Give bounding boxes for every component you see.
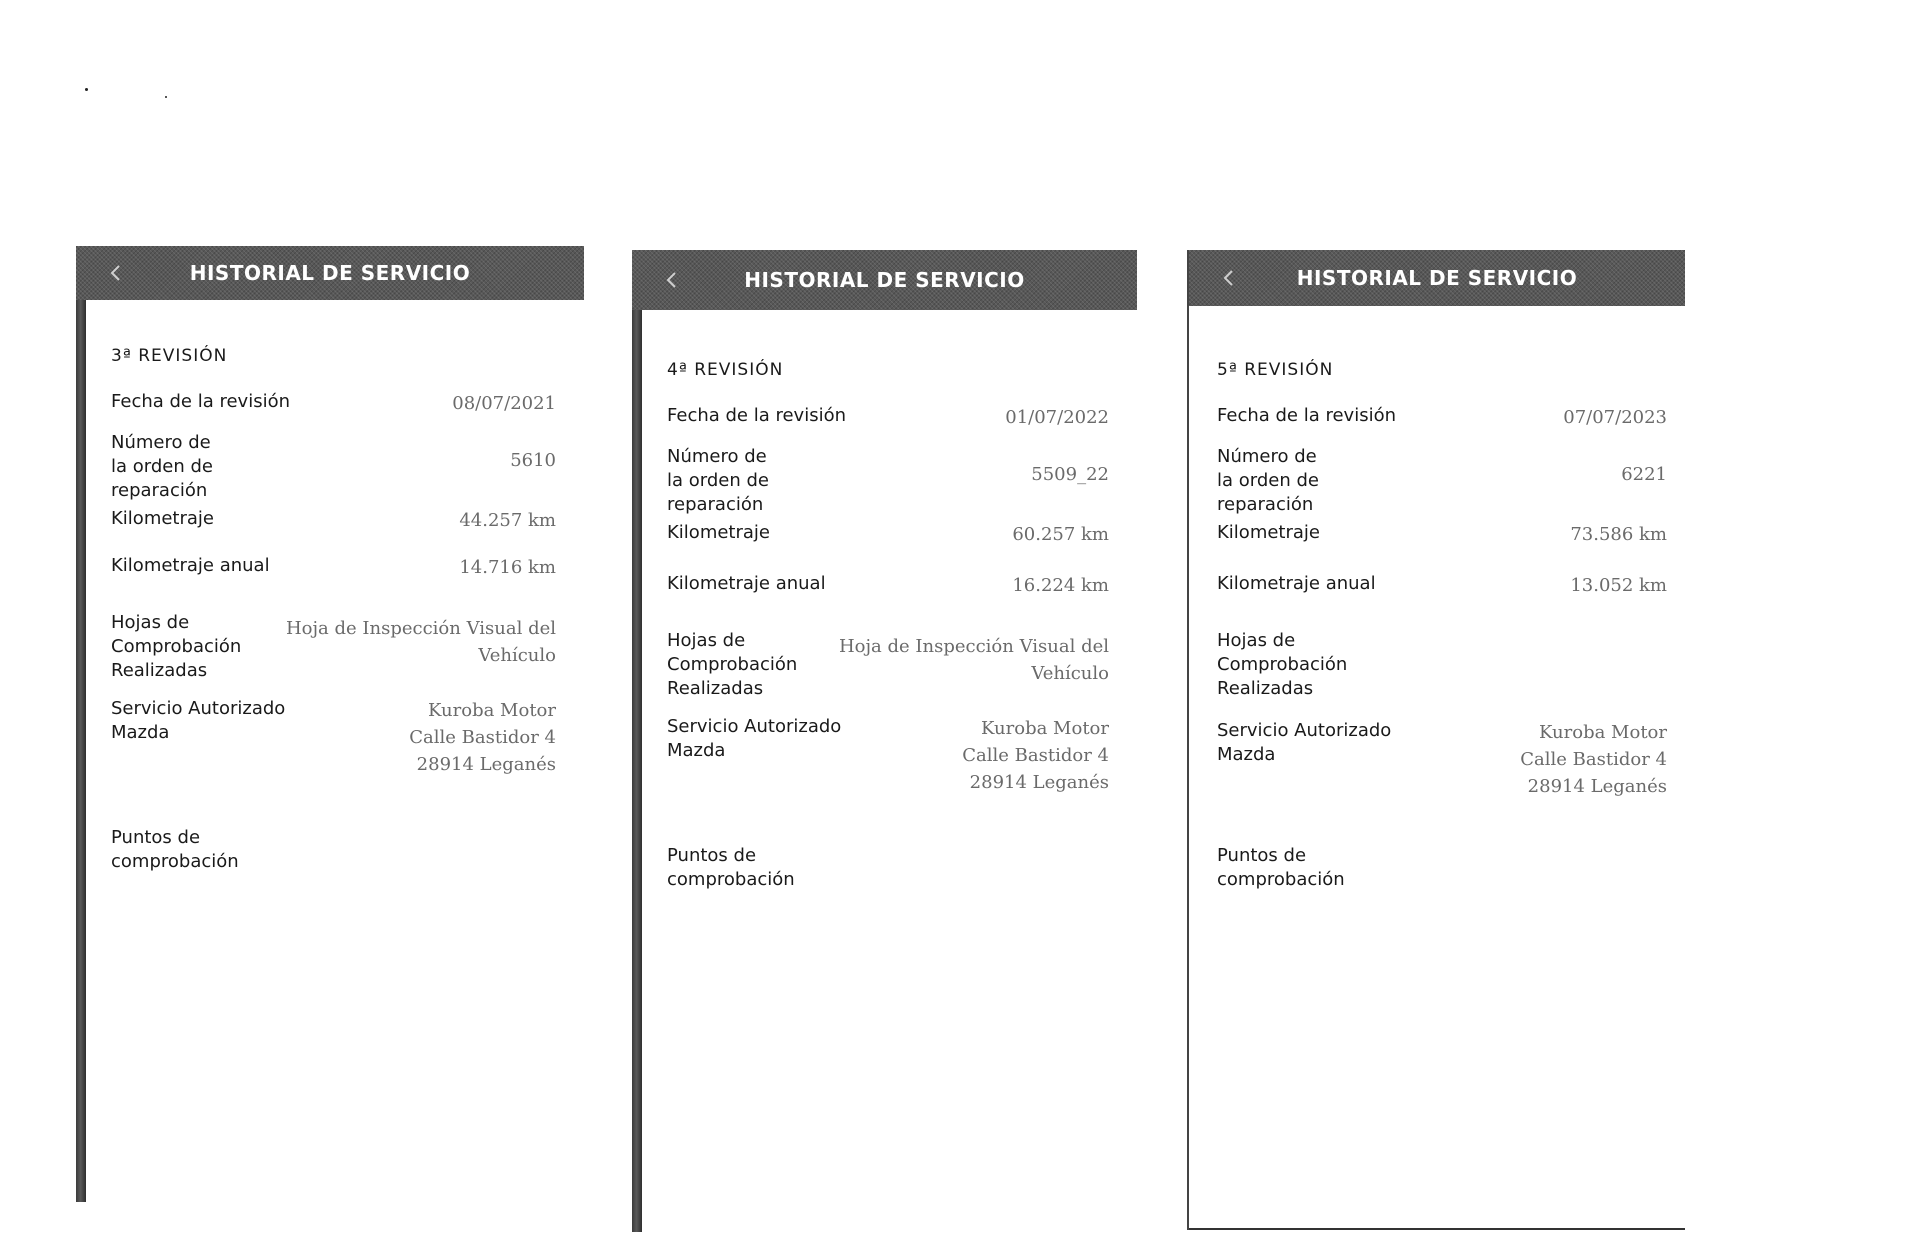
detail-value-line: Kuroba Motor (427, 700, 556, 721)
detail-label-line: comprobación (1217, 869, 1345, 890)
detail-label-line: Puntos de (1217, 845, 1307, 866)
detail-value-line: Hoja de Inspección Visual del (838, 636, 1109, 657)
detail-label (111, 507, 214, 531)
detail-row (111, 431, 556, 503)
detail-label (667, 445, 769, 517)
detail-label-line: Comprobación (667, 654, 798, 675)
card-left-border (632, 250, 642, 1232)
detail-label-line: Comprobación (1217, 654, 1348, 675)
detail-label (111, 697, 285, 745)
detail-row (1217, 629, 1667, 701)
service-history-card (1187, 250, 1685, 1230)
detail-label (111, 826, 239, 874)
detail-label-line: Hojas de (667, 630, 746, 651)
detail-label (667, 715, 841, 763)
detail-row (1217, 445, 1667, 517)
detail-row (667, 521, 1109, 548)
header-title: HISTORIAL DE SERVICIO (744, 268, 1025, 292)
detail-value-line: Kuroba Motor (980, 718, 1109, 739)
detail-row (667, 445, 1109, 517)
revision-title: 4ª REVISIÓN (667, 360, 784, 380)
detail-row (1217, 521, 1667, 548)
header-title: HISTORIAL DE SERVICIO (1296, 266, 1578, 290)
detail-value-line: 5509_22 (1031, 464, 1109, 485)
detail-value (409, 697, 556, 778)
detail-value-line: 28914 Leganés (416, 754, 556, 775)
card-body (667, 360, 1109, 892)
detail-row (111, 507, 556, 534)
detail-value-line: 44.257 km (459, 510, 556, 531)
detail-value-line: Calle Bastidor 4 (1520, 749, 1667, 770)
detail-value-line: 5610 (510, 450, 556, 471)
service-history-card (76, 246, 584, 1202)
detail-label (667, 629, 797, 701)
detail-value (1012, 572, 1109, 599)
detail-label-line: Mazda (111, 722, 170, 743)
card-body (1217, 360, 1667, 892)
card-header (76, 246, 584, 300)
detail-row (1217, 572, 1667, 599)
detail-label-line: Realizadas (667, 678, 764, 699)
detail-row (667, 572, 1109, 599)
detail-value-line: 73.586 km (1570, 524, 1667, 545)
detail-value (459, 554, 556, 581)
detail-label (111, 554, 270, 578)
detail-label (111, 431, 213, 503)
detail-label-line: la orden de (667, 470, 769, 491)
card-body (111, 346, 556, 874)
detail-label (667, 572, 826, 596)
detail-value (459, 507, 556, 534)
detail-label-line: Kilometraje anual (111, 555, 270, 576)
detail-label-line: Fecha de la revisión (1217, 405, 1397, 426)
detail-value-line: 6221 (1621, 464, 1667, 485)
detail-label-line: Número de (111, 432, 211, 453)
detail-row (111, 611, 556, 683)
detail-label (1217, 629, 1347, 701)
detail-row (1217, 719, 1667, 800)
detail-label (1217, 844, 1345, 892)
detail-value-line: 08/07/2021 (452, 393, 556, 414)
detail-label-line: Mazda (667, 740, 726, 761)
detail-rows (667, 404, 1109, 892)
detail-label-line: Número de (1217, 446, 1317, 467)
detail-value-line: 01/07/2022 (1005, 407, 1109, 428)
detail-value (510, 431, 556, 474)
detail-label-line: la orden de (1217, 470, 1319, 491)
detail-value (452, 390, 556, 417)
detail-value-line: 28914 Leganés (1527, 776, 1667, 797)
detail-row (111, 826, 556, 874)
detail-label-line: la orden de (111, 456, 213, 477)
detail-value-line: Vehículo (478, 645, 556, 666)
chevron-left-icon[interactable] (106, 263, 126, 283)
detail-label (1217, 719, 1391, 767)
detail-row (667, 715, 1109, 796)
detail-label (1217, 572, 1376, 596)
detail-rows (111, 390, 556, 874)
detail-value-line: 28914 Leganés (969, 772, 1109, 793)
scan-speck (85, 88, 88, 91)
detail-value-line: 14.716 km (459, 557, 556, 578)
detail-value-line: 07/07/2023 (1563, 407, 1667, 428)
detail-label-line: Realizadas (1217, 678, 1314, 699)
card-bottom-border (1189, 1228, 1685, 1230)
detail-row (1217, 844, 1667, 892)
detail-label-line: Servicio Autorizado (111, 698, 286, 719)
card-header (1189, 250, 1685, 306)
detail-label (1217, 404, 1396, 428)
detail-label-line: Kilometraje anual (667, 573, 826, 594)
detail-label-line: Servicio Autorizado (667, 716, 842, 737)
detail-row (111, 390, 556, 417)
detail-value-line: Hoja de Inspección Visual del (285, 618, 556, 639)
detail-value-line: Kuroba Motor (1538, 722, 1667, 743)
detail-value-line: Vehículo (1031, 663, 1109, 684)
detail-row (111, 697, 556, 778)
detail-label-line: Fecha de la revisión (111, 391, 291, 412)
detail-label-line: Kilometraje (1217, 522, 1320, 543)
detail-value (1621, 445, 1667, 488)
chevron-left-icon[interactable] (1219, 268, 1239, 288)
detail-value (839, 629, 1109, 687)
detail-label (111, 611, 241, 683)
detail-value (1520, 719, 1667, 800)
detail-value-line: 13.052 km (1570, 575, 1667, 596)
revision-title: 3ª REVISIÓN (111, 346, 228, 366)
detail-label-line: Puntos de (667, 845, 757, 866)
detail-label (667, 844, 795, 892)
detail-row (111, 554, 556, 581)
detail-label-line: Mazda (1217, 744, 1276, 765)
detail-value-line: Calle Bastidor 4 (962, 745, 1109, 766)
detail-label-line: Hojas de (1217, 630, 1296, 651)
detail-label-line: Kilometraje anual (1217, 573, 1376, 594)
detail-label-line: Comprobación (111, 636, 242, 657)
detail-label-line: Puntos de (111, 827, 201, 848)
detail-row (667, 844, 1109, 892)
detail-row (667, 404, 1109, 431)
detail-row (1217, 404, 1667, 431)
scan-speck (165, 96, 167, 98)
detail-label-line: reparación (111, 480, 208, 501)
header-title: HISTORIAL DE SERVICIO (189, 261, 471, 285)
detail-value (1570, 572, 1667, 599)
detail-label-line: Servicio Autorizado (1217, 720, 1392, 741)
detail-value (1012, 521, 1109, 548)
detail-label-line: comprobación (111, 851, 239, 872)
detail-value-line: Calle Bastidor 4 (409, 727, 556, 748)
detail-value-line: 16.224 km (1012, 575, 1109, 596)
detail-label (1217, 445, 1319, 517)
detail-value (1005, 404, 1109, 431)
detail-label-line: reparación (667, 494, 764, 515)
detail-label-line: Número de (667, 446, 767, 467)
detail-value (1570, 521, 1667, 548)
detail-label-line: Kilometraje (111, 508, 214, 529)
chevron-left-icon[interactable] (662, 270, 682, 290)
detail-label-line: comprobación (667, 869, 795, 890)
detail-value-line: 60.257 km (1012, 524, 1109, 545)
detail-label-line: Kilometraje (667, 522, 770, 543)
service-history-card (632, 250, 1137, 1232)
card-left-border (76, 246, 86, 1202)
detail-value (1563, 404, 1667, 431)
detail-label (1217, 521, 1320, 545)
detail-label (111, 390, 290, 414)
revision-title: 5ª REVISIÓN (1217, 360, 1334, 380)
detail-value (286, 611, 556, 669)
detail-rows (1217, 404, 1667, 892)
detail-label (667, 404, 846, 428)
card-header (632, 250, 1137, 310)
detail-label-line: Fecha de la revisión (667, 405, 847, 426)
detail-label (667, 521, 770, 545)
detail-value (962, 715, 1109, 796)
detail-value (1031, 445, 1109, 488)
detail-label-line: reparación (1217, 494, 1314, 515)
detail-row (667, 629, 1109, 701)
detail-label-line: Realizadas (111, 660, 208, 681)
detail-label-line: Hojas de (111, 612, 190, 633)
